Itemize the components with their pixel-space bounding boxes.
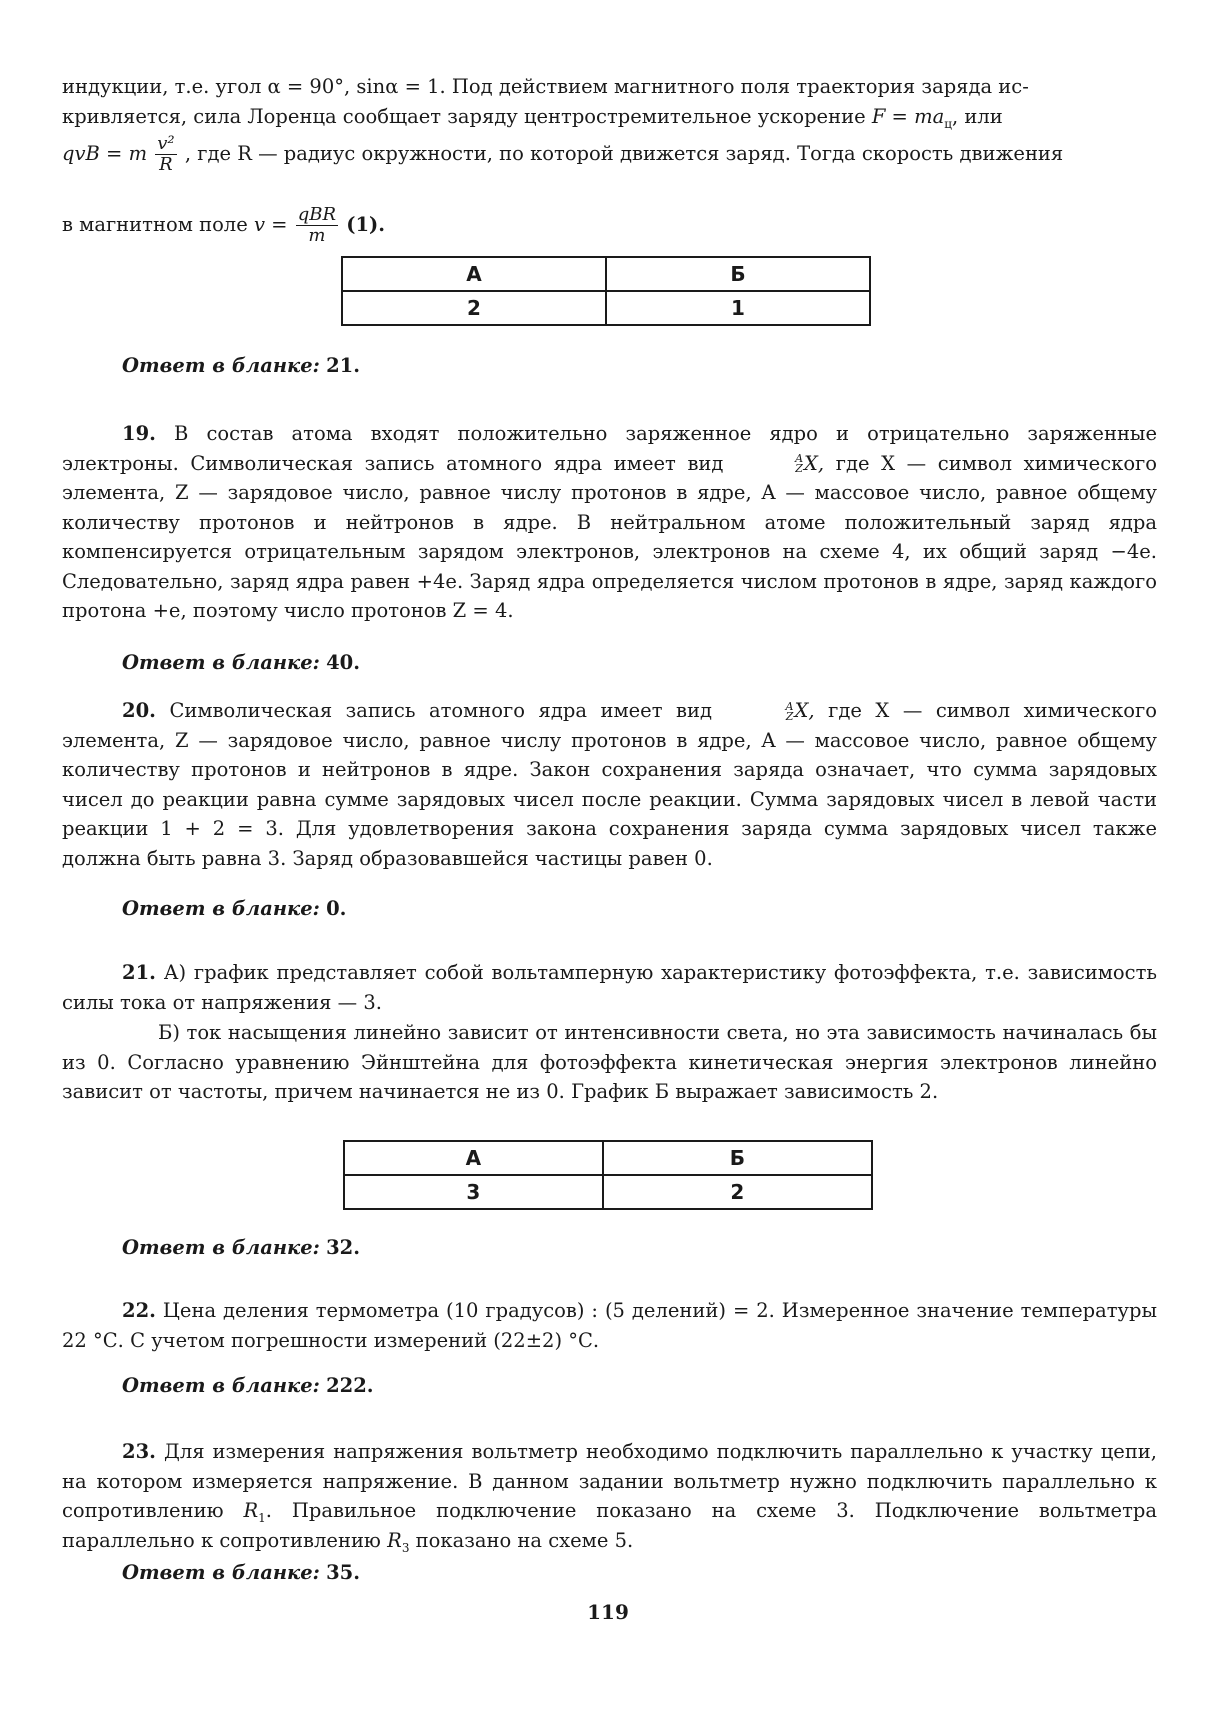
answer-20: Ответ в бланке: 0. <box>122 897 347 920</box>
answer-22: Ответ в бланке: 222. <box>122 1374 374 1397</box>
answer-value: 222. <box>326 1374 374 1397</box>
p18-line2 <box>62 102 1157 132</box>
problem-19-text-a: В состав атома входят положительно заряженное ядро и отрицательно заряженные электроны. Символическая запись атомного ядра имеет вид <box>62 422 1157 475</box>
nuclide-charge: Z <box>795 462 803 475</box>
answer-label: Ответ в бланке <box>122 1374 313 1397</box>
resistor-r3-index: 3 <box>401 1540 410 1555</box>
answer-value: 32. <box>326 1236 361 1259</box>
table-value-b: 2 <box>603 1175 872 1209</box>
problem-20 <box>62 696 1157 873</box>
nuclide-charge: Z <box>785 709 794 723</box>
problem-number: 20. <box>122 699 156 722</box>
table-header-row <box>344 1141 872 1175</box>
problem-21-b <box>62 1018 1157 1107</box>
table-value-b: 1 <box>606 291 870 325</box>
p18-line4-text: в магнитном поле <box>62 213 248 236</box>
resistor-r1-index: 1 <box>258 1510 266 1525</box>
problem-number: 19. <box>122 422 156 445</box>
table-header-a: А <box>344 1141 603 1175</box>
p18-line2-end: , или <box>951 105 1003 128</box>
p18-force-sub: ц <box>944 116 952 131</box>
resistor-r3-symbol: R <box>387 1528 402 1552</box>
table-header-a: А <box>342 257 606 291</box>
table-header-b: Б <box>603 1141 872 1175</box>
problem-22 <box>62 1296 1157 1355</box>
table-header-b: Б <box>606 257 870 291</box>
p18-line2-text: кривляется, сила Лоренца сообщает заряду центростремительное ускорение <box>62 105 866 128</box>
p18-velocity-fraction <box>296 205 338 246</box>
answer-value: 35. <box>326 1561 361 1584</box>
nuclide-symbol: X, <box>794 699 815 722</box>
table-value-a: 3 <box>344 1175 603 1209</box>
answer-23: Ответ в бланке: 35. <box>122 1561 361 1584</box>
problem-21-text-a: А) график представляет собой вольтамперную характеристику фотоэффекта, т.е. зависимость силы тока от напряжения — 3. <box>62 961 1157 1014</box>
answer-label: Ответ в бланке <box>122 354 313 377</box>
answer-19: Ответ в бланке: 40. <box>122 651 361 674</box>
p18-line3-text: , где R — радиус окружности, по которой движется заряд. Тогда скорость движения <box>184 142 1064 165</box>
problem-23 <box>62 1437 1157 1555</box>
fraction-denominator: m <box>308 225 326 246</box>
problem-20-text-a: Символическая запись атомного ядра имеет вид <box>169 699 713 722</box>
table-value-row <box>344 1175 872 1209</box>
answer-value: 40. <box>326 651 361 674</box>
nuclide-notation <box>726 699 794 723</box>
answer-21: Ответ в бланке: 32. <box>122 1236 361 1259</box>
p18-force-formula: F = ma <box>871 105 945 128</box>
answer-label: Ответ в бланке <box>122 651 313 674</box>
fraction-denominator: R <box>159 154 173 175</box>
table-value-row <box>342 291 870 325</box>
p18-formula-number: (1). <box>346 213 386 236</box>
nuclide-mass: A <box>785 699 794 713</box>
table-value-a: 2 <box>342 291 606 325</box>
answer-table-18 <box>341 256 871 326</box>
answer-label: Ответ в бланке <box>122 1236 313 1259</box>
problem-22-text: Цена деления термометра (10 градусов) : (5 делений) = 2. Измеренное значение температуры 22 °С. С учетом погрешности измерений (22±2) °С. <box>62 1299 1157 1352</box>
answer-value: 21. <box>326 354 361 377</box>
nuclide-symbol: X, <box>804 451 825 475</box>
problem-20-text-b: где X — символ химического элемента, Z — зарядовое число, равное числу протонов в ядре, A — массовое число, равное общему количеству протонов и нейтронов в ядре. Закон сохранения заряда означает, что сумма зарядовых чисел до реакции равна сумме зарядовых чисел после реакции. Сумма зарядовых чисел в левой части реакции 1 + 2 = 3. Для удовлетворения закона сохранения заряда сумма зарядовых чисел также должна быть равна 3. Заряд образовавшейся частицы равен 0. <box>62 699 1157 870</box>
p18-line3 <box>62 134 1157 175</box>
problem-21-a <box>62 958 1157 1017</box>
p18-line1-text: индукции, т.е. угол α = 90°, sinα = 1. Под действием магнитного поля траектория заряда ис- <box>62 75 1029 98</box>
page-number: 119 <box>587 1600 629 1624</box>
problem-21-text-b: Б) ток насыщения линейно зависит от интенсивности света, но эта зависимость начиналась бы из 0. Согласно уравнению Эйнштейна для фотоэффекта кинетическая энергия электронов линейно зависит от частоты, причем начинается не из 0. График Б выражает зависимость 2. <box>62 1021 1157 1103</box>
answer-value: 0. <box>326 897 347 920</box>
fraction-numerator: qBR <box>297 204 337 225</box>
table-header-row <box>342 257 870 291</box>
problem-23-text-c: показано на схеме 5. <box>415 1528 634 1552</box>
answer-label: Ответ в бланке <box>122 897 313 920</box>
p18-lorentz-left: qvB = m <box>62 142 148 165</box>
problem-19-text-b: где X — символ химического элемента, Z — зарядовое число, равное числу протонов в ядре, A — массовое число, равное общему количеству протонов и нейтронов в ядре. В нейтральном атоме положительный заряд ядра компенсируется отрицательным зарядом электронов, электронов на схеме 4, их общий заряд −4e. Следовательно, заряд ядра равен +4e. Заряд ядра определяется числом протонов в ядре, заряд каждого протона +e, поэтому число протонов Z = 4. <box>62 451 1158 622</box>
problem-number: 23. <box>122 1440 156 1463</box>
problem-23-text-a: Для измерения напряжения вольтметр необходимо подключить параллельно к участку цепи, на котором измеряется напряжение. В данном задании вольтметр нужно подключить параллельно к сопротивлению <box>62 1440 1158 1522</box>
answer-table-21 <box>343 1140 873 1210</box>
p18-velocity-left: v = <box>253 213 288 236</box>
fraction-numerator: v² <box>157 133 175 154</box>
p18-line1 <box>62 72 1157 102</box>
nuclide-mass: A <box>795 452 804 465</box>
problem-number: 21. <box>122 961 156 984</box>
problem-19 <box>62 419 1157 626</box>
problem-number: 22. <box>122 1299 156 1322</box>
answer-label: Ответ в бланке <box>122 1561 313 1584</box>
p18-lorentz-fraction <box>155 134 176 175</box>
p18-line4 <box>62 205 1157 246</box>
nuclide-notation <box>735 454 803 474</box>
answer-18: Ответ в бланке: 21. <box>122 354 361 377</box>
resistor-r1-symbol: R <box>243 1499 259 1522</box>
problem-23-text-b: . Правильное подключение показано на схеме 3. Подключение вольтметра параллельно к сопротивлению <box>62 1499 1157 1552</box>
